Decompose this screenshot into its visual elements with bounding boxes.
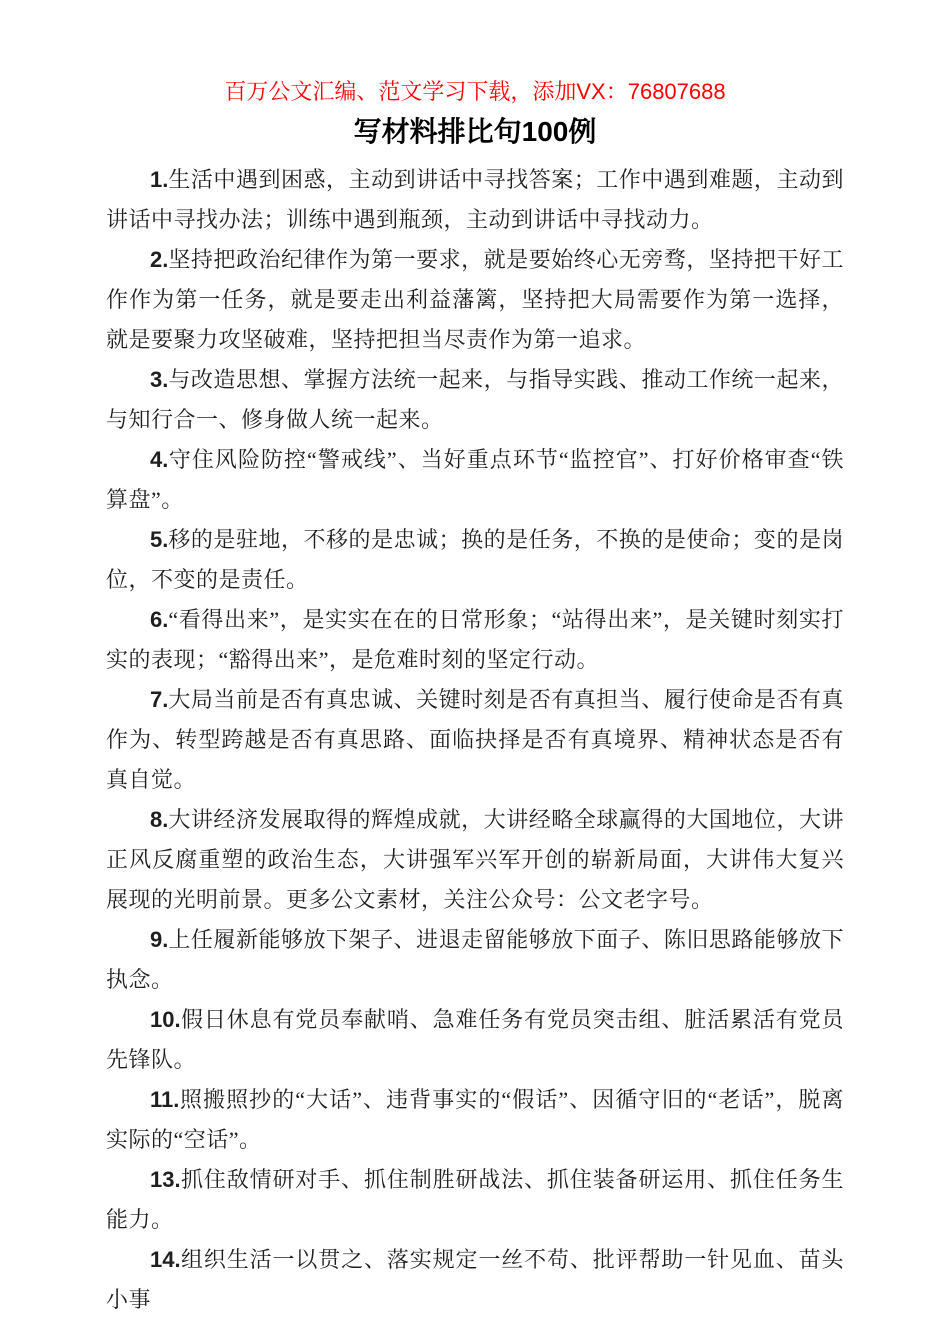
paragraph-number: 5. (150, 527, 169, 552)
paragraph-text: 大讲经济发展取得的辉煌成就，大讲经略全球赢得的大国地位，大讲正风反腐重塑的政治生态，大讲强军兴军开创的崭新局面，大讲伟大复兴展现的光明前景。更多公文素材，关注公众号：公文老字号。 (106, 807, 844, 912)
paragraph-number: 8. (150, 807, 169, 832)
paragraph-number: 14. (150, 1247, 181, 1272)
paragraph-number: 9. (150, 927, 169, 952)
paragraph (106, 520, 844, 600)
paragraph-text: 照搬照抄的“大话”、违背事实的“假话”、因循守旧的“老话”，脱离实际的“空话”。 (106, 1087, 844, 1152)
paragraph-number: 7. (150, 687, 169, 712)
paragraph-text: 移的是驻地，不移的是忠诚；换的是任务，不换的是使命；变的是岗位，不变的是责任。 (106, 527, 844, 592)
promo-banner: 百万公文汇编、范文学习下载，添加VX：76807688 (224, 79, 726, 104)
paragraph-text: 假日休息有党员奉献哨、急难任务有党员突击组、脏活累活有党员先锋队。 (106, 1007, 844, 1072)
paragraph (106, 1080, 844, 1160)
document-body (106, 160, 844, 1320)
paragraph-number: 3. (150, 367, 169, 392)
paragraph-text: 与改造思想、掌握方法统一起来，与指导实践、推动工作统一起来，与知行合一、修身做人统一起来。 (106, 367, 844, 432)
paragraph (106, 600, 844, 680)
paragraph (106, 800, 844, 920)
paragraph-text: 坚持把政治纪律作为第一要求，就是要始终心无旁骛，坚持把干好工作作为第一任务，就是要走出利益藩篱，坚持把大局需要作为第一选择，就是要聚力攻坚破难，坚持把担当尽责作为第一追求。 (106, 247, 844, 352)
paragraph-text: 生活中遇到困惑，主动到讲话中寻找答案；工作中遇到难题，主动到讲话中寻找办法；训练中遇到瓶颈，主动到讲话中寻找动力。 (106, 167, 844, 232)
paragraph (106, 160, 844, 240)
paragraph-number: 2. (150, 247, 169, 272)
paragraph-text: 抓住敌情研对手、抓住制胜研战法、抓住装备研运用、抓住任务生能力。 (106, 1167, 844, 1232)
paragraph-number: 6. (150, 607, 169, 632)
paragraph-number: 13. (150, 1167, 181, 1192)
paragraph (106, 1000, 844, 1080)
paragraph-text: 上任履新能够放下架子、进退走留能够放下面子、陈旧思路能够放下执念。 (106, 927, 844, 992)
paragraph (106, 680, 844, 800)
paragraph (106, 1240, 844, 1320)
paragraph-text: 守住风险防控“警戒线”、当好重点环节“监控官”、打好价格审查“铁算盘”。 (106, 447, 844, 512)
paragraph (106, 1160, 844, 1240)
paragraph-number: 1. (150, 167, 169, 192)
paragraph (106, 440, 844, 520)
paragraph-number: 11. (150, 1087, 180, 1112)
paragraph-text: “看得出来”，是实实在在的日常形象；“站得出来”，是关键时刻实打实的表现；“豁得出来”，是危难时刻的坚定行动。 (106, 607, 844, 672)
page-title: 写材料排比句100例 (353, 116, 597, 147)
paragraph-number: 4. (150, 447, 169, 472)
paragraph-number: 10. (150, 1007, 181, 1032)
paragraph-text: 大局当前是否有真忠诚、关键时刻是否有真担当、履行使命是否有真作为、转型跨越是否有真思路、面临抉择是否有真境界、精神状态是否有真自觉。 (106, 687, 844, 792)
paragraph (106, 240, 844, 360)
paragraph (106, 920, 844, 1000)
paragraph (106, 360, 844, 440)
paragraph-text: 组织生活一以贯之、落实规定一丝不苟、批评帮助一针见血、苗头小事 (106, 1247, 844, 1312)
